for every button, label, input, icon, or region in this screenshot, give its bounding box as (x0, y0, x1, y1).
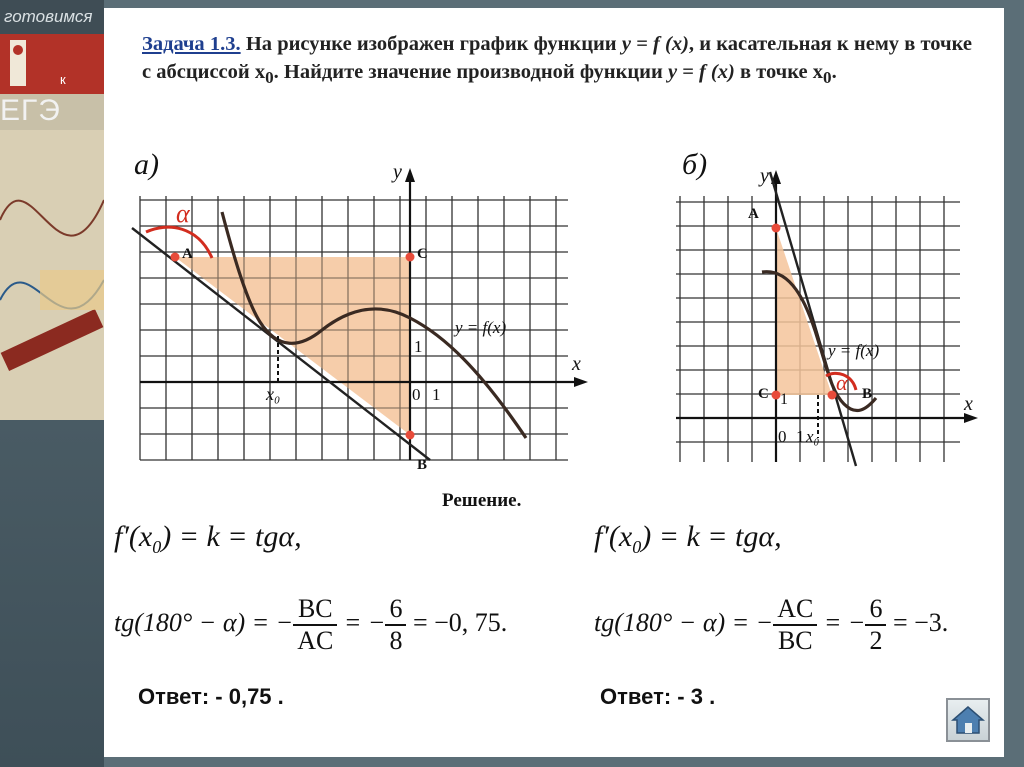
task-text-5: . (831, 61, 837, 83)
x-axis-a-arrow (574, 377, 588, 387)
home-button[interactable] (946, 698, 990, 742)
point-b-label-b: B (862, 386, 873, 402)
tick-one-y-b: 1 (780, 391, 788, 408)
task-text-1: На рисунке изображен график функции (240, 33, 622, 55)
right-derivative-formula (594, 520, 782, 558)
y-axis-label-b: y (760, 165, 769, 187)
right-tg-left: tg(180° − α) = − (594, 607, 774, 637)
right-result: = −3. (886, 607, 949, 637)
left-fraction-2 (385, 594, 406, 656)
right-frac-num2: 6 (865, 594, 886, 626)
solution-title: Решение. (442, 490, 522, 511)
left-answer: Ответ: - 0,75 . (138, 684, 284, 709)
task-text-4: в точке x (734, 61, 824, 83)
right-mid: = − (817, 607, 866, 637)
tick-zero-b: 0 (778, 427, 787, 446)
point-a-a (171, 253, 180, 262)
figure-b-graph (672, 160, 992, 480)
left-frac-den2: 8 (389, 626, 403, 655)
task-label: Задача 1.3. (142, 33, 241, 55)
tick-one-x-a: 1 (432, 385, 441, 404)
tick-one-y-a: 1 (414, 337, 423, 356)
x0-label-a: x₀ (266, 384, 281, 404)
grid-b (676, 196, 960, 462)
point-a-b (772, 224, 781, 233)
right-frac-num: AC (773, 594, 817, 626)
tick-zero-a: 0 (412, 385, 421, 404)
figure-b-label: б) (682, 148, 708, 181)
banner-top-text: готовимся (0, 0, 104, 34)
home-icon (948, 700, 988, 740)
right-deriv-x: x (618, 520, 633, 553)
task-statement (142, 30, 972, 92)
ege-logo-text: ЕГЭ (0, 94, 61, 127)
left-deriv-f: f′( (114, 520, 139, 553)
curve-label-b: y = f(x) (828, 341, 880, 360)
y-axis-label-a: y (393, 161, 402, 183)
left-tangent-formula (114, 594, 507, 656)
side-banner (0, 0, 104, 767)
left-deriv-sub: 0 (152, 537, 162, 557)
point-a-label-b: A (748, 206, 759, 222)
x-axis-label-a: x (572, 353, 581, 375)
alpha-label-b: α (836, 370, 848, 395)
task-function-1: y = f (x) (621, 33, 689, 55)
x0-label-b: x₀ (806, 427, 820, 446)
point-b-a (406, 431, 415, 440)
task-sub-0a: 0 (265, 68, 274, 88)
right-tangent-formula (594, 594, 948, 656)
left-frac-num: BC (293, 594, 337, 626)
right-deriv-rest: ) = k = tgα, (641, 520, 782, 553)
point-a-label-a: A (182, 246, 193, 262)
alpha-arc-a (146, 227, 212, 258)
x-axis-label-b: x (964, 393, 973, 415)
left-mid: = − (337, 607, 386, 637)
figure-a-graph (130, 160, 590, 480)
right-fraction-1 (773, 594, 817, 656)
left-tg-left: tg(180° − α) = − (114, 607, 294, 637)
right-frac-den: BC (777, 626, 813, 655)
right-deriv-f: f′( (594, 520, 619, 553)
left-frac-num2: 6 (385, 594, 406, 626)
left-derivative-formula (114, 520, 302, 558)
tick-one-x-b: 1 (796, 427, 805, 446)
alpha-label-a: α (176, 199, 190, 228)
right-deriv-sub: 0 (632, 537, 642, 557)
curve-label-a: y = f(x) (455, 318, 507, 337)
y-axis-a-arrow (405, 168, 415, 182)
left-result: = −0, 75. (406, 607, 508, 637)
point-c-label-b: C (758, 386, 769, 402)
left-fraction-1 (293, 594, 337, 656)
right-frac-den2: 2 (869, 626, 883, 655)
task-sub-0b: 0 (823, 68, 832, 88)
point-c-label-a: C (417, 246, 428, 262)
task-text-2: , и касательная к нему в точке с абсциссой x (142, 33, 972, 83)
left-deriv-x: x (138, 520, 153, 553)
point-b-label-a: B (417, 457, 428, 473)
right-fraction-2 (865, 594, 886, 656)
banner-letter-k: к (60, 72, 66, 87)
task-function-2: y = f (x) (667, 61, 735, 83)
figure-a-label: а) (134, 148, 159, 181)
left-frac-den: AC (297, 626, 334, 655)
point-c-a (406, 253, 415, 262)
left-deriv-rest: ) = k = tgα, (161, 520, 302, 553)
right-answer: Ответ: - 3 . (600, 684, 716, 709)
decorative-background (0, 0, 104, 420)
task-text-3: . Найдите значение производной функции (273, 61, 668, 83)
right-frame (1004, 0, 1024, 767)
